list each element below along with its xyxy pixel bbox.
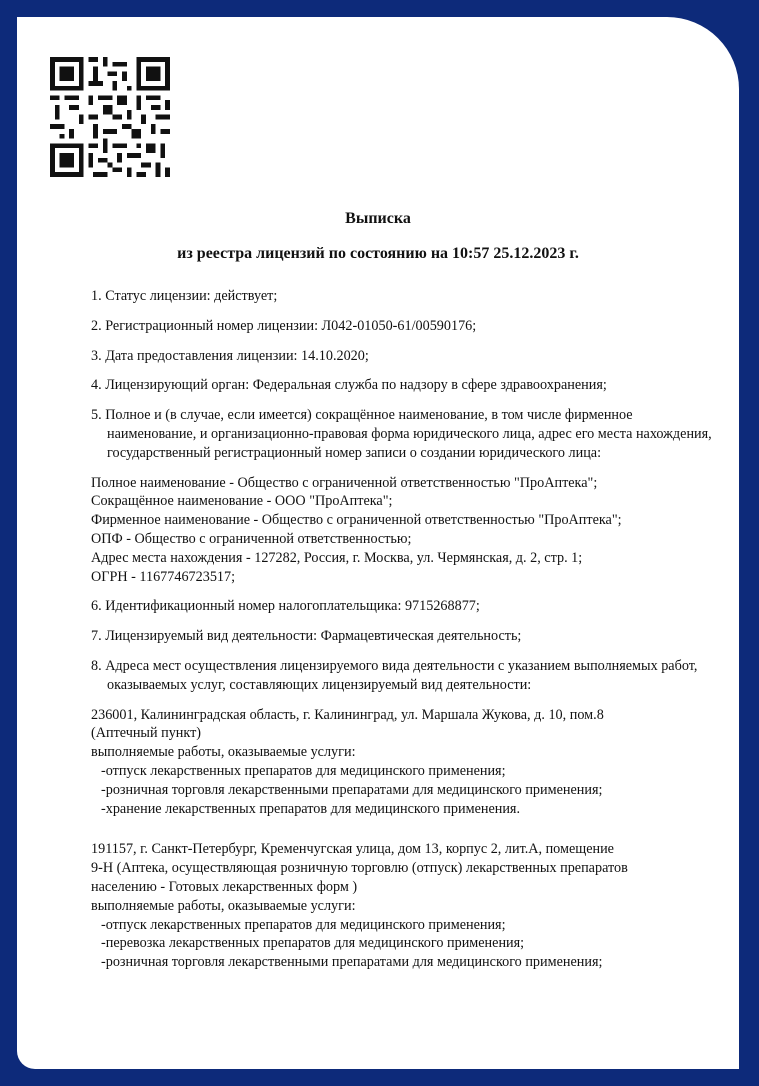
item-issue-date: 3. Дата предоставления лицензии: 14.10.2020; bbox=[91, 347, 369, 364]
document-page bbox=[17, 17, 739, 1069]
org-full-name: Полное наименование - Общество с ограниченной ответственностью "ПроАптека"; bbox=[91, 474, 598, 491]
item-organization-heading: 5. Полное и (в случае, если имеется) сокращённое наименование, в том числе фирменное наименование, и организационно-правовая форма юридического лица, адрес его места нахождения, государственный регистрационный номер записи о создании юридического лица: bbox=[91, 407, 712, 461]
service-item: -розничная торговля лекарственными препаратами для медицинского применения; bbox=[101, 781, 603, 798]
org-legal-form: ОПФ - Общество с ограниченной ответственностью; bbox=[91, 530, 412, 547]
address-block-saint-petersburg bbox=[91, 840, 721, 972]
services-label: выполняемые работы, оказываемые услуги: bbox=[91, 744, 356, 761]
address-line: 236001, Калининградская область, г. Калининград, ул. Маршала Жукова, д. 10, пом.8 bbox=[91, 706, 604, 723]
service-item: -отпуск лекарственных препаратов для медицинского применения; bbox=[101, 762, 506, 779]
service-item: -перевозка лекарственных препаратов для медицинского применения; bbox=[101, 935, 525, 952]
item-status: 1. Статус лицензии: действует; bbox=[91, 288, 278, 304]
document-title: Выписка bbox=[345, 210, 411, 227]
document-body bbox=[91, 287, 721, 994]
service-item: -хранение лекарственных препаратов для медицинского применения. bbox=[101, 800, 521, 817]
item-inn: 6. Идентификационный номер налогоплательщика: 9715268877; bbox=[91, 598, 480, 615]
address-line: населению - Готовых лекарственных форм ) bbox=[91, 878, 358, 895]
item-activity-type: 7. Лицензируемый вид деятельности: Фармацевтическая деятельность; bbox=[91, 628, 522, 645]
address-block-kaliningrad bbox=[91, 706, 721, 819]
address-line: (Аптечный пункт) bbox=[91, 725, 202, 742]
qr-code-icon bbox=[50, 57, 170, 177]
address-line: 9-Н (Аптека, осуществляющая розничную торговлю (отпуск) лекарственных препаратов bbox=[91, 860, 628, 877]
org-ogrn: ОГРН - 1167746723517; bbox=[91, 568, 236, 585]
service-item: -розничная торговля лекарственными препаратами для медицинского применения; bbox=[101, 954, 603, 971]
org-short-name: Сокращённое наименование - ООО "ПроАптека"; bbox=[91, 493, 393, 510]
address-line: 191157, г. Санкт-Петербург, Кременчугская улица, дом 13, корпус 2, лит.А, помещение bbox=[91, 841, 614, 858]
service-item: -отпуск лекарственных препаратов для медицинского применения; bbox=[101, 916, 506, 933]
document-subtitle: из реестра лицензий по состоянию на 10:57 25.12.2023 г. bbox=[177, 245, 579, 262]
item-licensing-authority: 4. Лицензирующий орган: Федеральная служба по надзору в сфере здравоохранения; bbox=[91, 377, 607, 394]
item-addresses-heading: 8. Адреса мест осуществления лицензируемого вида деятельности с указанием выполняемых работ, оказываемых услуг, составляющих лицензируемый вид деятельности: bbox=[91, 657, 698, 693]
item-registration-number: 2. Регистрационный номер лицензии: Л042-01050-61/00590176; bbox=[91, 317, 477, 334]
organization-details bbox=[91, 474, 721, 587]
org-address: Адрес места нахождения - 127282, Россия, г. Москва, ул. Чермянская, д. 2, стр. 1; bbox=[91, 549, 583, 566]
org-brand-name: Фирменное наименование - Общество с ограниченной ответственностью "ПроАптека"; bbox=[91, 512, 622, 529]
services-label: выполняемые работы, оказываемые услуги: bbox=[91, 897, 356, 914]
